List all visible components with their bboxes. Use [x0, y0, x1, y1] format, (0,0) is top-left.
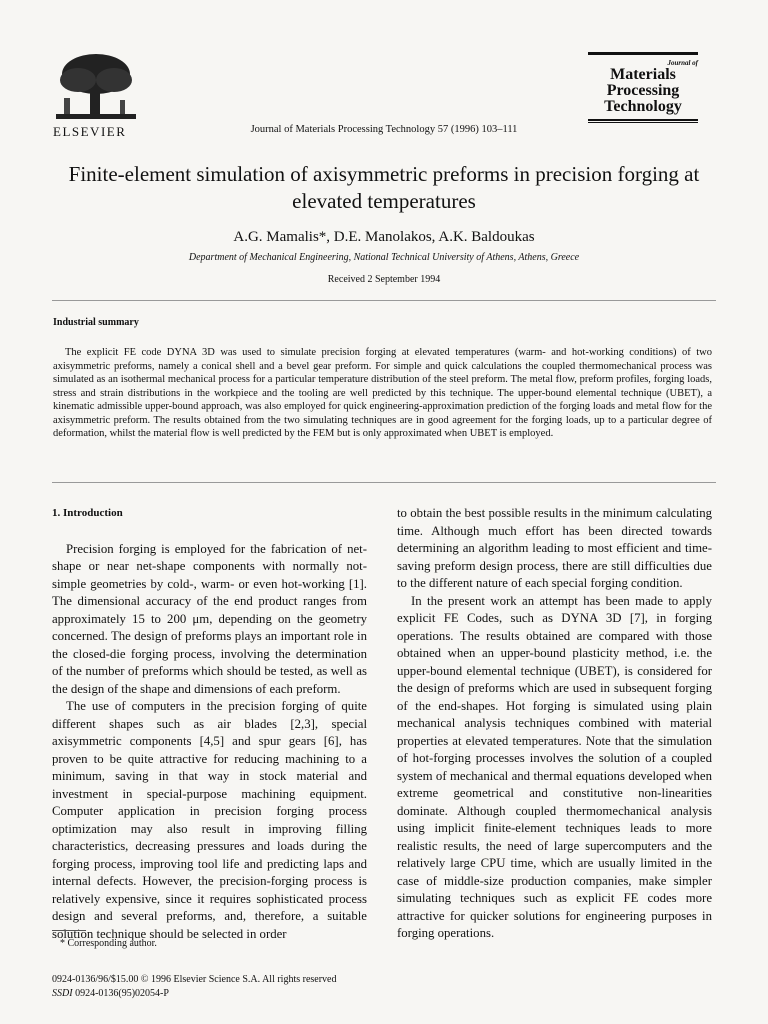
ssdi-line: [52, 987, 337, 1001]
article-authors: A.G. Mamalis*, D.E. Manolakos, A.K. Baldoukas: [233, 229, 535, 245]
right-column: [397, 505, 712, 943]
elsevier-tree-logo: [52, 50, 140, 124]
paragraph: Precision forging is employed for the fabrication of net-shape or near net-shape components with normally not-simple geometries by cold-, warm- or even hot-working [1]. The dimensional accuracy of the end product ranges from approximately 15 to 200 μm, depending on the geometry concerned. The design of preforms plays an important role in the closed-die forging process, involving the determination of the number of preforms which should be tested, as well as the design of the shape and dimensions of each preform.: [52, 541, 367, 696]
copyright-block: [52, 973, 337, 1001]
summary-heading: Industrial summary: [53, 317, 139, 328]
journal-logo-top-rule: [588, 52, 698, 55]
journal-citation: Journal of Materials Processing Technology 57 (1996) 103–111: [250, 124, 518, 135]
footnote: * Corresponding author.: [60, 938, 157, 949]
paragraph: The use of computers in the precision forging of quite different shapes such as air blades [2,3], special axisymmetric components [4,5] and spur gears [6], has proven to be quite attractive for reducing machining to a minimum, saving in that way in stock material and investment in special-purpose machining equipment. Computer application in precision forging process optimization may also result in improving filling characteristics, decreasing pressures and loads during the forging process, improving tool life and predicting laps and internal defects. However, the precision-forging process is relatively expensive, since it requires sophisticated process design and several preforms, and, therefore, a suitable solution technique should be selected in order: [52, 699, 367, 941]
journal-logo-line3: Technology: [604, 98, 682, 115]
journal-logo-line1: Materials: [610, 66, 676, 83]
paragraph: In the present work an attempt has been made to apply explicit FE Codes, such as DYNA 3D [7], in forging operations. The results obtained are compared with those obtained when an upper-bound plasticity method, i.e. the upper-bound elemental technique (UBET), is considered for the design of preforms which are used in subsequent forging of the end-shapes. Hot forging is simulated using plain mechanical analysis techniques combined with material properties at elevated temperatures. Note that the simulation of hot-forging processes involves the solution of a coupled system of mechanical and thermal equations developed when extreme geometrical and constitutive non-linearities dominate. Although coupled thermomechanical analysis using implicit finite-element techniques leads to more realistic results, the need of large supercomputers and the relatively large CPU time, which are usually limited in the case of middle-size production companies, make simpler simulating techniques such as explicit FE codes more attractive for quicker solutions for engineering purposes in forging operations.: [397, 593, 712, 940]
section-heading: 1. Introduction: [52, 507, 123, 519]
journal-logo: [588, 52, 698, 123]
paragraph: to obtain the best possible results in the minimum calculating time. Although much effort has been directed towards determining an algorithm leading to most efficient and time-saving preform design process, there are still difficulties due to the different nature of each special forging condition.: [397, 506, 712, 590]
ssdi-label: SSDI: [52, 988, 73, 999]
footnote-rule: [52, 930, 86, 931]
journal-logo-bottom-thin-rule: [588, 122, 698, 123]
summary-text: The explicit FE code DYNA 3D was used to simulate precision forging at elevated temperatures (warm- and hot-working conditions) of two axisymmetric preforms, namely a conical shell and a bevel gear preform. For simple and quick calculations the coupled thermomechanical process was simulated as an isothermal mechanical process for a particular temperature distribution of the steel preform. The metal flow, preform profiles, forging loads, stress and strain distributions in the workpiece and the tooling are well predicted by this technique. The upper-bound elemental technique (UBET), a kinematic admissible upper-bound approach, was also employed for quick engineering-approximation prediction of the forging loads and metal flow for the axisymmetric preform. The results obtained from the two simulating techniques are in good agreement for the forging loads, up to a particular degree of deformation, whilst the material flow is well predicted by the FEM but is only approximated when UBET is employed.: [53, 347, 712, 439]
copyright-line: 0924-0136/96/$15.00 © 1996 Elsevier Science S.A. All rights reserved: [52, 974, 337, 985]
journal-logo-bottom-rule: [588, 119, 698, 121]
author-affiliation: Department of Mechanical Engineering, National Technical University of Athens, Athens, Greece: [188, 252, 580, 263]
divider: [52, 482, 716, 483]
publisher-name: ELSEVIER: [53, 124, 127, 139]
left-column: [52, 505, 367, 943]
received-date: Received 2 September 1994: [327, 274, 441, 285]
journal-logo-small-label: Journal of: [667, 59, 698, 67]
divider: [52, 300, 716, 301]
article-title: Finite-element simulation of axisymmetric preforms in precision forging at elevated temperatures: [68, 162, 700, 213]
journal-logo-line2: Processing: [606, 82, 680, 99]
ssdi-value: 0924-0136(95)02054-P: [75, 988, 169, 999]
